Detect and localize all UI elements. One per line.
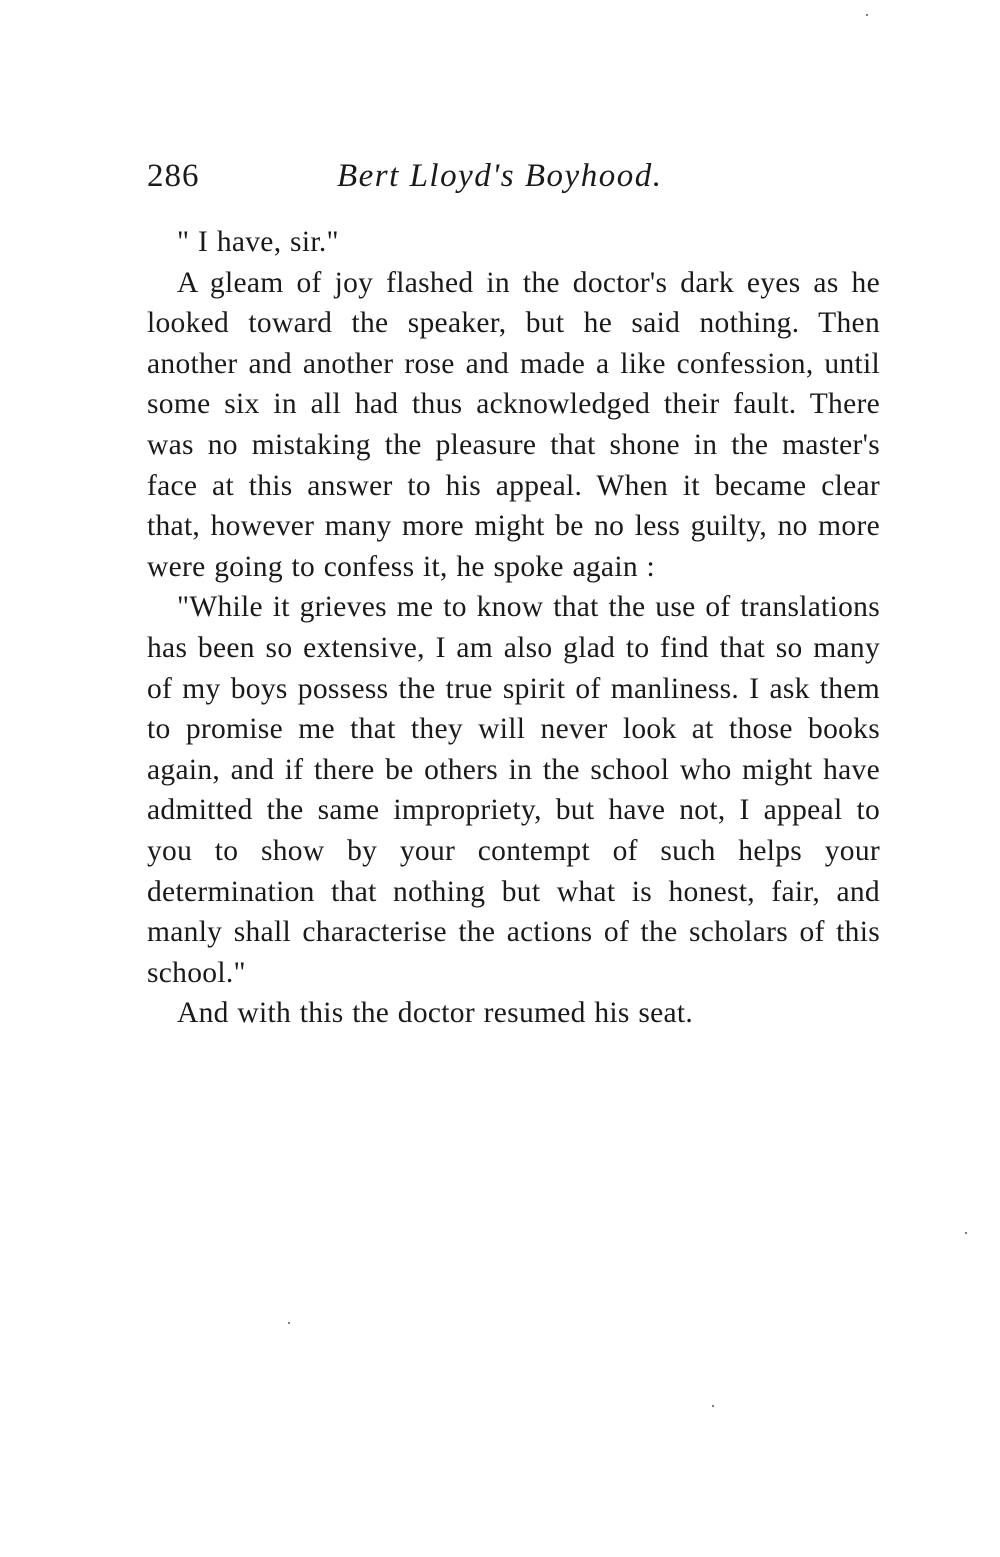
paragraph-confession: A gleam of joy flashed in the doctor's dark eyes as he looked toward the speaker, but he said nothing. Then another and another rose and made a like confession, until some six in all had thus acknowledged their fault. There was no mistaking the pleasure that shone in the master's face at this answer to his appeal. When it became clear that, however many more might be no less guilty, no more were going to confess it, he spoke again : [147, 266, 880, 583]
paper-speck [965, 1232, 967, 1234]
page-number: 286 [147, 158, 200, 194]
paper-speck [866, 14, 868, 16]
running-head [147, 158, 887, 208]
book-title: Bert Lloyd's Boyhood. [337, 158, 663, 194]
paragraph-reply: " I have, sir." [177, 226, 339, 258]
paragraph-resumed-seat: And with this the doctor resumed his seat. [177, 997, 694, 1030]
body-text [147, 222, 880, 1034]
paragraph-doctor-speech: "While it grieves me to know that the use of translations has been so extensive, I am also glad to find that so many of my boys possess the true spirit of manliness. I ask them to promise me that they will never look at those books again, and if there be others in the school who might have admitted the same impropriety, but have not, I appeal to you to show by your contempt of such helps your determination that nothing but what is honest, fair, and manly shall characterise the actions of the scholars of this school." [147, 591, 880, 989]
paper-speck [712, 1405, 714, 1407]
paper-speck [288, 1322, 290, 1324]
